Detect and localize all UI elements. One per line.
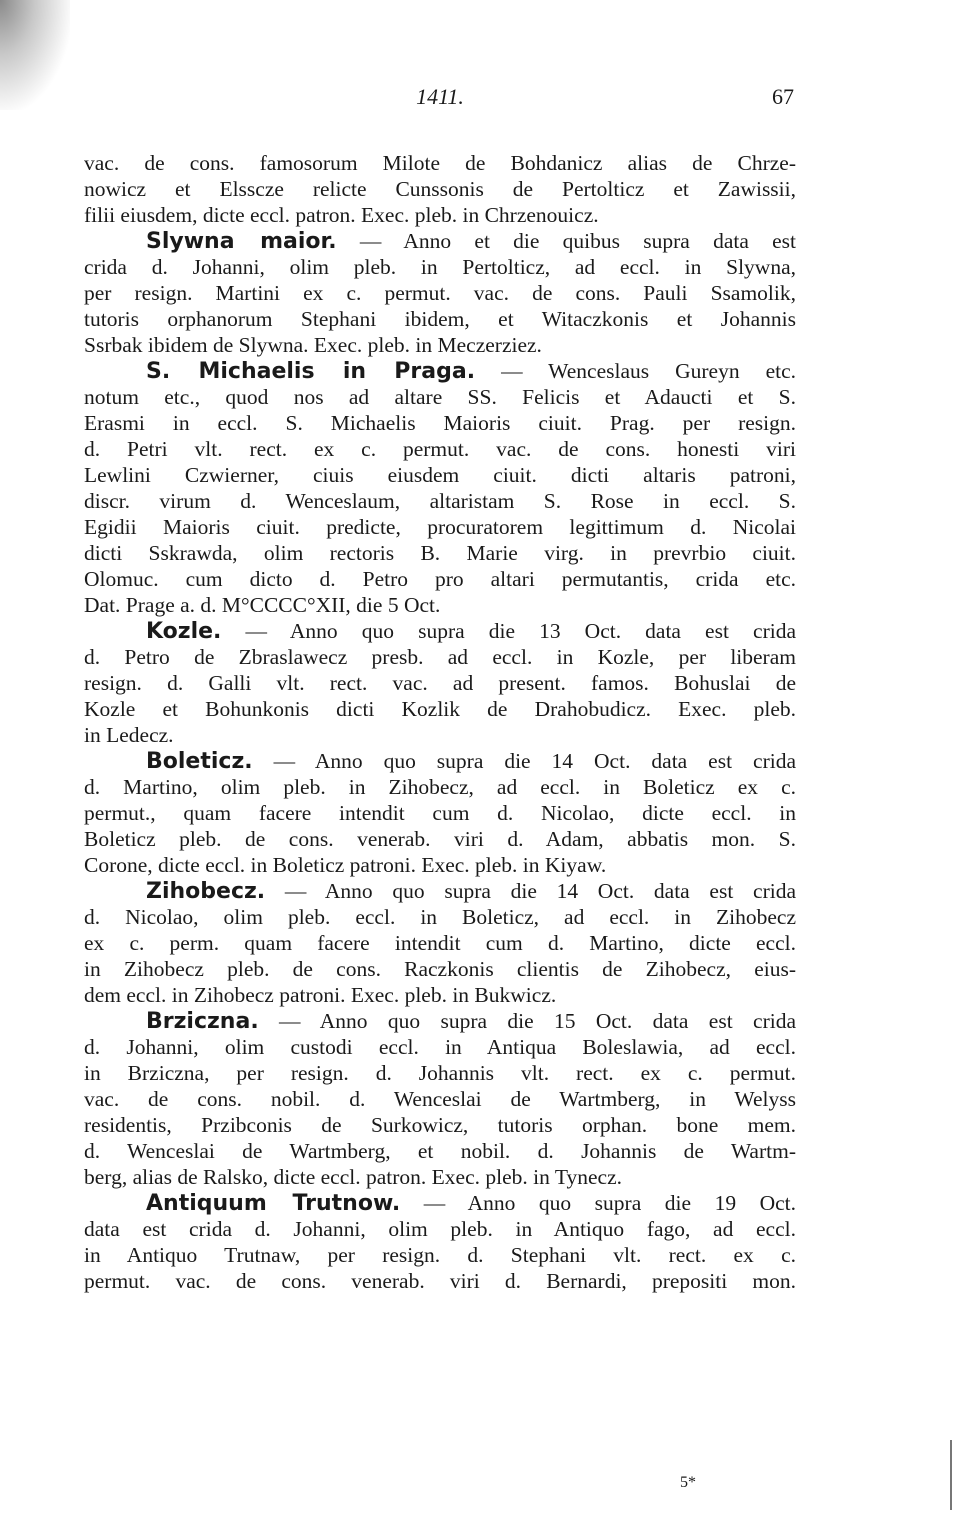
signature-mark: 5*	[680, 1474, 696, 1491]
text-line	[84, 1060, 796, 1086]
text-line	[84, 254, 796, 280]
text-line	[84, 592, 796, 618]
text-line	[84, 150, 796, 176]
line-text: berg, alias de Ralsko, dicte eccl. patron. Exec. pleb. in Tynecz.	[84, 1165, 622, 1189]
line-text: permut. vac. de cons. venerab. viri d. Bernardi, prepositi mon.	[84, 1269, 796, 1293]
line-text: vac. de cons. famosorum Milote de Bohdanicz alias de Chrze-	[84, 151, 796, 175]
line-text: residentis, Przibconis de Surkowicz, tutoris orphan. bone mem.	[84, 1113, 796, 1137]
line-text: d. Martino, olim pleb. in Zihobecz, ad eccl. in Boleticz ex c.	[84, 775, 796, 799]
place-heading: Brziczna.	[146, 1009, 259, 1034]
text-line	[84, 904, 796, 930]
text-line	[84, 774, 796, 800]
line-text: Dat. Prage a. d. M°CCCC°XII, die 5 Oct.	[84, 593, 441, 617]
line-text: resign. d. Galli vlt. rect. vac. ad present. famos. Bohuslai de	[84, 671, 796, 695]
entry-heading-line	[84, 1008, 796, 1034]
page-header	[84, 80, 796, 120]
text-line	[84, 462, 796, 488]
line-text: in Antiquo Trutnaw, per resign. d. Stephani vlt. rect. ex c.	[84, 1243, 796, 1267]
scan-edge-shadow	[0, 0, 70, 110]
text-line	[84, 488, 796, 514]
place-heading: Zihobecz.	[146, 879, 266, 904]
text-line	[84, 800, 796, 826]
text-line	[84, 384, 796, 410]
entry-heading-line	[84, 618, 796, 644]
line-text: Egidii Maioris ciuit. predicte, procuratorem legittimum d. Nicolai	[84, 515, 796, 539]
text-line	[84, 1216, 796, 1242]
text-line	[84, 1034, 796, 1060]
place-heading: S. Michaelis in Praga.	[146, 359, 476, 384]
text-line	[84, 1242, 796, 1268]
text-line	[84, 202, 796, 228]
page-number: 67	[772, 84, 794, 109]
line-text: d. Wenceslai de Wartmberg, et nobil. d. Johannis de Wartm-	[84, 1139, 796, 1163]
text-line	[84, 1138, 796, 1164]
line-text: d. Johanni, olim custodi eccl. in Antiqua Boleslawia, ad eccl.	[84, 1035, 796, 1059]
scan-edge-mark	[950, 1440, 952, 1510]
line-text: dem eccl. in Zihobecz patroni. Exec. pleb. in Bukwicz.	[84, 983, 557, 1007]
line-text: d. Petri vlt. rect. ex c. permut. vac. de cons. honesti viri	[84, 437, 796, 461]
line-text: Corone, dicte eccl. in Boleticz patroni. Exec. pleb. in Kiyaw.	[84, 853, 607, 877]
line-text: notum etc., quod nos ad altare SS. Felicis et Adaucti et S.	[84, 385, 796, 409]
line-text: Boleticz pleb. de cons. venerab. viri d. Adam, abbatis mon. S.	[84, 827, 796, 851]
text-line	[84, 1086, 796, 1112]
line-text: Erasmi in eccl. S. Michaelis Maioris ciuit. Prag. per resign.	[84, 411, 796, 435]
line-text: — Anno quo supra die 15 Oct. data est crida	[258, 1009, 796, 1033]
text-line	[84, 930, 796, 956]
running-title: 1411.	[416, 84, 464, 109]
place-heading: Kozle.	[146, 619, 222, 644]
entry-heading-line	[84, 1190, 796, 1216]
line-text: — Wenceslaus Gureyn etc.	[475, 359, 796, 383]
text-line	[84, 280, 796, 306]
entry-heading-line	[84, 358, 796, 384]
line-text: data est crida d. Johanni, olim pleb. in Antiquo fago, ad eccl.	[84, 1217, 796, 1241]
line-text: tutoris orphanorum Stephani ibidem, et Witaczkonis et Johannis	[84, 307, 796, 331]
place-heading: Antiquum Trutnow.	[146, 1191, 401, 1216]
line-text: — Anno et die quibus supra data est	[336, 229, 796, 253]
line-text: in Zihobecz pleb. de cons. Raczkonis clientis de Zihobecz, eius-	[84, 957, 796, 981]
text-line	[84, 696, 796, 722]
text-line	[84, 956, 796, 982]
text-line	[84, 722, 796, 748]
text-line	[84, 410, 796, 436]
line-text: dicti Sskrawda, olim rectoris B. Marie virg. in prevrbio ciuit.	[84, 541, 796, 565]
place-heading: Slywna maior.	[146, 229, 337, 254]
line-text: in Ledecz.	[84, 723, 174, 747]
line-text: — Anno quo supra die 14 Oct. data est crida	[252, 749, 796, 773]
line-text: — Anno quo supra die 19 Oct.	[400, 1191, 797, 1215]
line-text: — Anno quo supra die 13 Oct. data est crida	[221, 619, 796, 643]
text-line	[84, 306, 796, 332]
line-text: discr. virum d. Wenceslaum, altaristam S. Rose in eccl. S.	[84, 489, 796, 513]
line-text: nowicz et Elsscze relicte Cunssonis de Pertolticz et Zawissii,	[84, 177, 796, 201]
text-line	[84, 566, 796, 592]
text-line	[84, 176, 796, 202]
page-body	[84, 150, 796, 1294]
text-line	[84, 982, 796, 1008]
line-text: d. Nicolao, olim pleb. eccl. in Boleticz, ad eccl. in Zihobecz	[84, 905, 796, 929]
text-line	[84, 852, 796, 878]
text-line	[84, 826, 796, 852]
line-text: per resign. Martini ex c. permut. vac. de cons. Pauli Ssamolik,	[84, 281, 796, 305]
line-text: Kozle et Bohunkonis dicti Kozlik de Drahobudicz. Exec. pleb.	[84, 697, 796, 721]
entry-heading-line	[84, 748, 796, 774]
line-text: Lewlini Czwierner, ciuis eiusdem ciuit. dicti altaris patroni,	[84, 463, 796, 487]
line-text: Olomuc. cum dicto d. Petro pro altari permutantis, crida etc.	[84, 567, 796, 591]
entry-heading-line	[84, 878, 796, 904]
line-text: ex c. perm. quam facere intendit cum d. Martino, dicte eccl.	[84, 931, 796, 955]
text-line	[84, 1164, 796, 1190]
text-line	[84, 1268, 796, 1294]
place-heading: Boleticz.	[146, 749, 253, 774]
text-line	[84, 540, 796, 566]
line-text: — Anno quo supra die 14 Oct. data est crida	[265, 879, 796, 903]
line-text: permut., quam facere intendit cum d. Nicolao, dicte eccl. in	[84, 801, 796, 825]
line-text: crida d. Johanni, olim pleb. in Pertolticz, ad eccl. in Slywna,	[84, 255, 796, 279]
line-text: filii eiusdem, dicte eccl. patron. Exec. pleb. in Chrzenouicz.	[84, 203, 599, 227]
entry-heading-line	[84, 228, 796, 254]
text-line	[84, 332, 796, 358]
line-text: vac. de cons. nobil. d. Wenceslai de Wartmberg, in Welyss	[84, 1087, 796, 1111]
text-line	[84, 1112, 796, 1138]
text-line	[84, 670, 796, 696]
line-text: d. Petro de Zbraslawecz presb. ad eccl. in Kozle, per liberam	[84, 645, 796, 669]
line-text: Ssrbak ibidem de Slywna. Exec. pleb. in Meczerziez.	[84, 333, 542, 357]
text-line	[84, 436, 796, 462]
line-text: in Brziczna, per resign. d. Johannis vlt. rect. ex c. permut.	[84, 1061, 796, 1085]
text-line	[84, 514, 796, 540]
text-line	[84, 644, 796, 670]
